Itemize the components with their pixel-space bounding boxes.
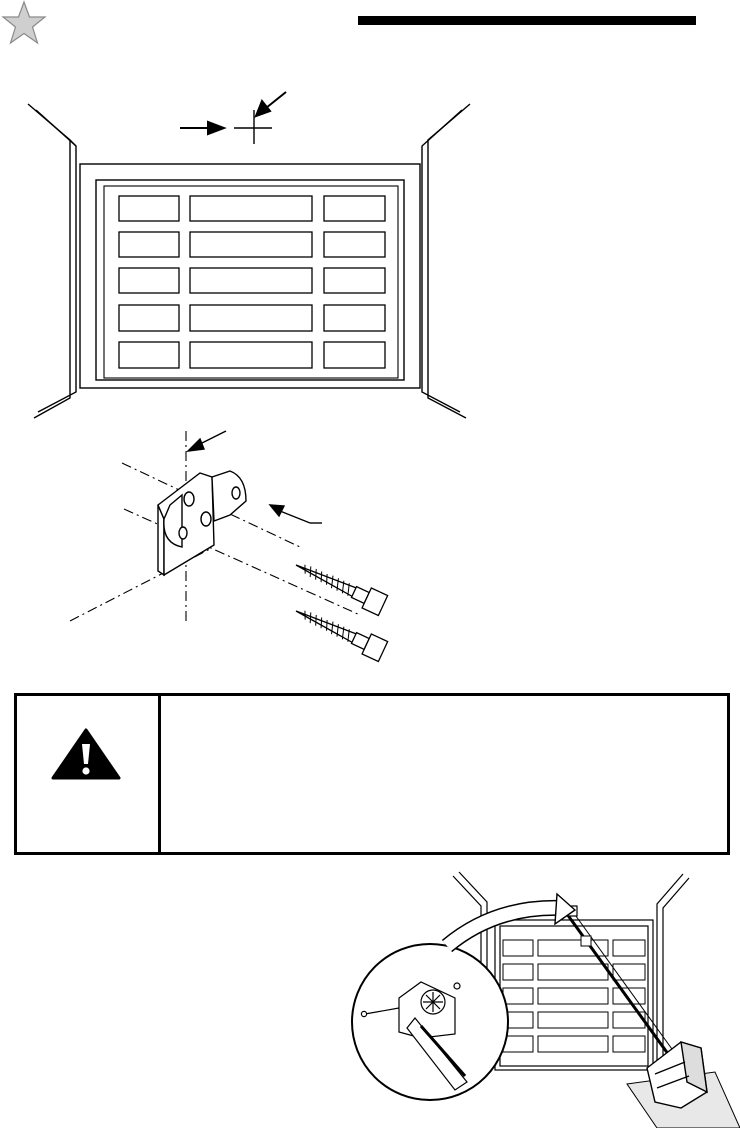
title-rule bbox=[358, 16, 696, 25]
warning-box bbox=[14, 693, 730, 855]
header-bracket-lag-screw-illustration bbox=[60, 425, 400, 670]
header bbox=[0, 0, 740, 60]
opener-installed-overview-illustration bbox=[335, 862, 740, 1128]
warning-icon-cell bbox=[17, 696, 161, 852]
warning-text bbox=[173, 708, 713, 838]
star-icon bbox=[0, 0, 50, 50]
warning-exclamation-icon bbox=[51, 728, 121, 780]
garage-door-front-illustration bbox=[0, 80, 490, 430]
